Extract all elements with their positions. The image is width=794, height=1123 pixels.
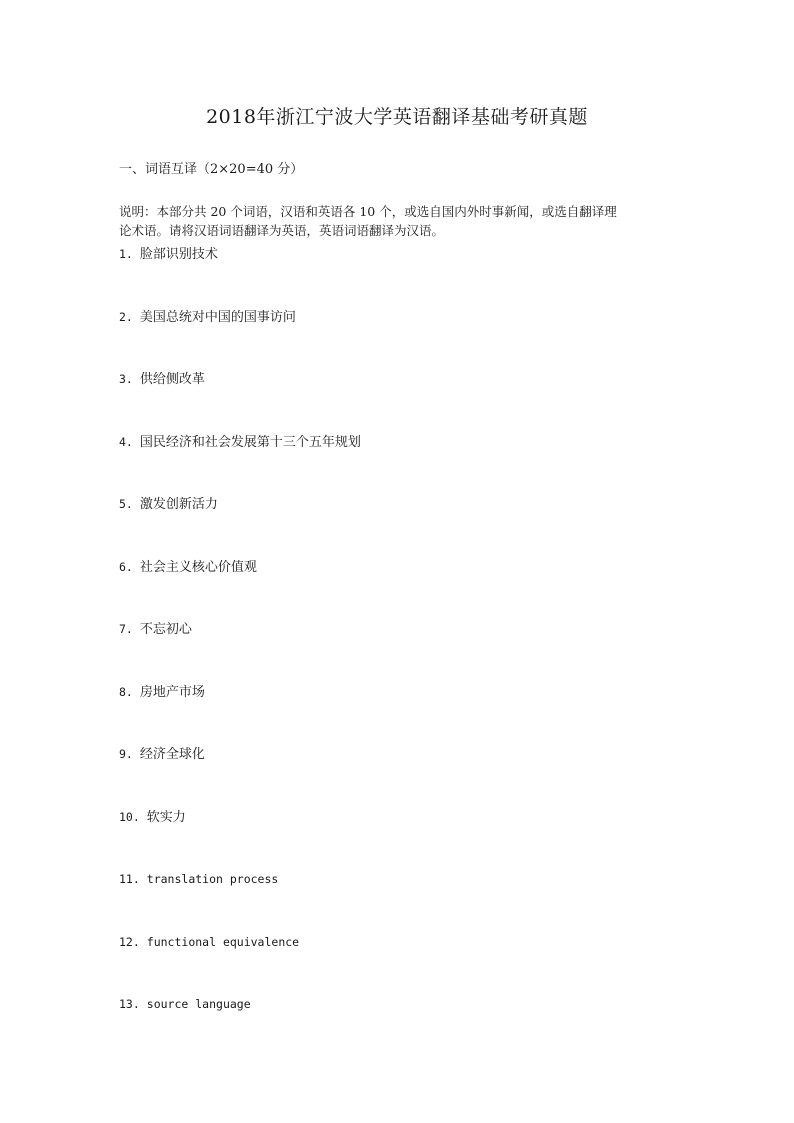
question-text: translation process: [146, 872, 279, 886]
question-item: [119, 619, 679, 682]
question-number: 5.: [119, 497, 133, 511]
question-number: 13.: [119, 997, 140, 1011]
question-text: 经济全球化: [139, 747, 205, 762]
question-text: 国民经济和社会发展第十三个五年规划: [139, 434, 361, 450]
question-text: 美国总统对中国的国事访问: [139, 309, 296, 325]
question-item: [119, 932, 679, 995]
question-item: [119, 744, 679, 807]
question-item: [119, 432, 679, 495]
question-number: 1.: [119, 247, 133, 261]
question-text: functional equivalence: [146, 934, 300, 949]
question-text: source language: [146, 997, 251, 1011]
question-item: [119, 869, 679, 932]
question-number: 9.: [119, 747, 133, 761]
question-text: 不忘初心: [139, 622, 192, 637]
question-item: [119, 807, 679, 870]
question-number: 2.: [119, 309, 133, 324]
question-item: [119, 994, 679, 1057]
question-number: 4.: [119, 434, 133, 449]
question-text: 激发创新活力: [139, 497, 218, 512]
question-item: [119, 369, 679, 432]
page-title: 2018年浙江宁波大学英语翻译基础考研真题: [206, 106, 588, 128]
question-item: [119, 494, 679, 557]
question-item: [119, 307, 679, 370]
section-heading: 一、词语互译（2×20=40 分）: [119, 162, 304, 177]
question-number: 7.: [119, 622, 133, 636]
question-text: 供给侧改革: [139, 372, 205, 387]
instructions-line: 论术语。请将汉语词语翻译为英语，英语词语翻译为汉语。: [119, 223, 445, 238]
question-number: 6.: [119, 559, 133, 574]
question-item: [119, 682, 679, 745]
question-number: 3.: [119, 372, 133, 386]
question-number: 10.: [119, 809, 140, 824]
question-text: 软实力: [146, 809, 186, 825]
instructions-line: 说明：本部分共 20 个词语，汉语和英语各 10 个，或选自国内外时事新闻，或选自翻译理: [119, 204, 617, 219]
question-item: [119, 244, 679, 307]
question-item: [119, 557, 679, 620]
question-number: 8.: [119, 684, 133, 699]
question-number: 11.: [119, 872, 140, 886]
question-text: 社会主义核心价值观: [139, 559, 257, 575]
question-text: 脸部识别技术: [139, 247, 218, 262]
question-number: 12.: [119, 934, 140, 949]
question-text: 房地产市场: [139, 684, 205, 700]
question-list: [119, 244, 679, 1057]
instructions: [119, 202, 679, 240]
